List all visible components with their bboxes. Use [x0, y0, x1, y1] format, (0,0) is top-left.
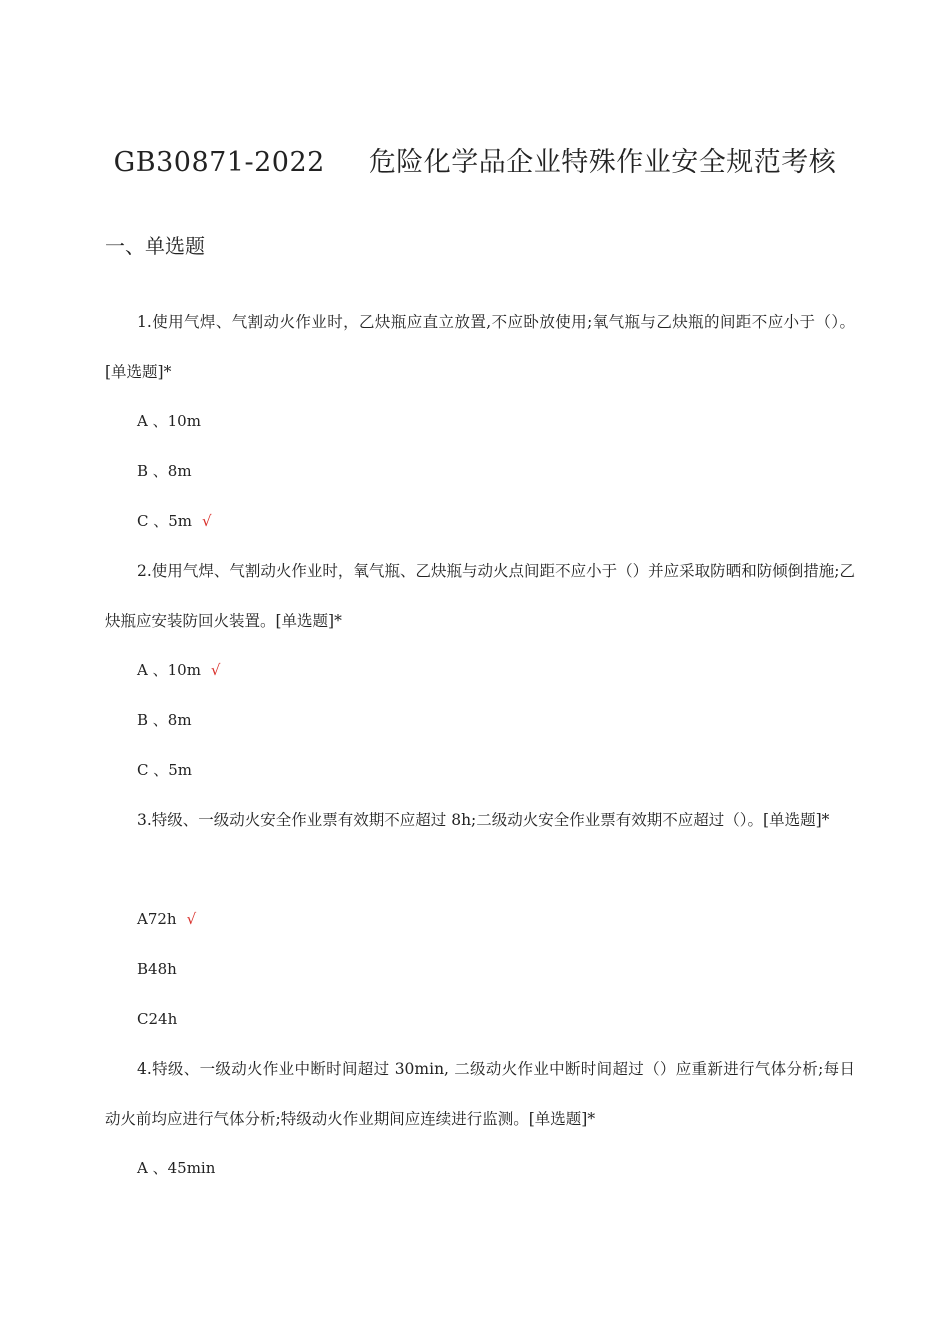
option-label: A72h	[137, 910, 177, 928]
option-label: A 、10m	[137, 661, 201, 679]
question-2-option-a[interactable]	[137, 660, 220, 680]
question-2-text: 2.使用气焊、气割动火作业时，氧气瓶、乙炔瓶与动火点间距不应小于（）并应采取防晒和防倾倒措施;乙炔瓶应安装防回火装置。[单选题]*	[105, 562, 855, 630]
title-text: 危险化学品企业特殊作业安全规范考核	[368, 147, 837, 178]
option-label: A 、45min	[137, 1159, 216, 1177]
question-1-option-b[interactable]	[137, 461, 192, 481]
question-3-text: 3.特级、一级动火安全作业票有效期不应超过 8h;二级动火安全作业票有效期不应超过（）。[单选题]*	[137, 811, 830, 829]
correct-check-icon: √	[202, 512, 212, 530]
section-heading: 一、单选题	[105, 234, 205, 258]
question-2-option-c[interactable]	[137, 760, 192, 780]
option-label: C 、5m	[137, 761, 193, 779]
question-2-option-b[interactable]	[137, 710, 192, 730]
question-4-option-a[interactable]	[137, 1158, 215, 1178]
correct-check-icon: √	[186, 910, 197, 928]
question-3-option-b[interactable]	[137, 959, 177, 979]
option-label: C24h	[137, 1010, 178, 1028]
question-1-option-a[interactable]	[137, 411, 201, 431]
option-label: B 、8m	[137, 462, 192, 480]
standard-code: GB30871-2022	[113, 147, 325, 178]
correct-check-icon: √	[210, 661, 221, 679]
question-3-option-c[interactable]	[137, 1009, 177, 1029]
option-label: B 、8m	[137, 711, 192, 729]
question-1-option-c[interactable]	[137, 511, 212, 531]
option-label: C 、5m	[137, 512, 193, 530]
option-label: B48h	[137, 960, 177, 978]
document-title	[0, 140, 950, 179]
question-1-text: 1.使用气焊、气割动火作业时，乙炔瓶应直立放置,不应卧放使用;氧气瓶与乙炔瓶的间距不应小于（）。[单选题]*	[105, 313, 855, 381]
question-3-option-a[interactable]	[137, 909, 196, 929]
option-label: A 、10m	[137, 412, 201, 430]
question-4-text: 4.特级、一级动火作业中断时间超过 30min, 二级动火作业中断时间超过（）应重新进行气体分析;每日动火前均应进行气体分析;特级动火作业期间应连续进行监测。[单选题]*	[105, 1060, 855, 1128]
